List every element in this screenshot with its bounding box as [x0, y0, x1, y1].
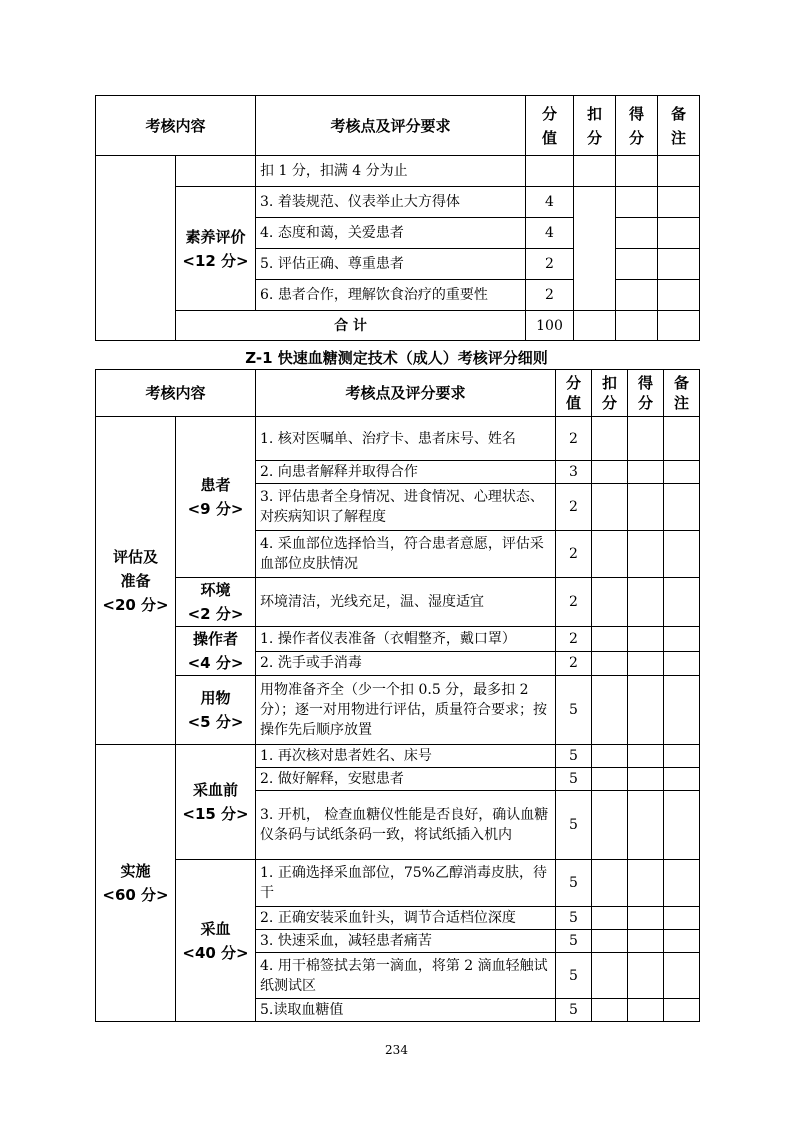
col-header-score: 分 值	[526, 96, 574, 156]
table-row	[96, 417, 700, 461]
item-text: 2. 正确安装采血针头，调节合适档位深度	[256, 907, 556, 930]
total-value: 100	[526, 311, 574, 341]
item-score: 5	[556, 791, 592, 860]
item-text: 2. 向患者解释并取得合作	[256, 461, 556, 484]
table-row	[96, 860, 700, 907]
table-caption: Z-1 快速血糖测定技术（成人）考核评分细则	[245, 349, 548, 367]
item-text: 1. 正确选择采血部位，75%乙醇消毒皮肤，待干	[256, 860, 556, 907]
item-score: 2	[556, 578, 592, 627]
item-text: 3. 评估患者全身情况、进食情况、心理状态、对疾病知识了解程度	[256, 484, 556, 531]
item-score: 5	[556, 745, 592, 768]
item-text: 4. 用干棉签拭去第一滴血，将第 2 滴血轻触试纸测试区	[256, 953, 556, 999]
item-score: 4	[526, 218, 574, 249]
table-row	[96, 627, 700, 652]
sub-operator: 操作者 <4 分>	[176, 627, 256, 676]
category-assessment: 评估及 准备 <20 分>	[96, 417, 176, 745]
section-literacy: 素养评价 <12 分>	[176, 187, 256, 311]
item-score: 5	[556, 930, 592, 953]
col-header-got: 得 分	[628, 370, 664, 417]
header-row	[96, 96, 700, 156]
sub-supplies: 用物 <5 分>	[176, 676, 256, 745]
item-score: 2	[556, 627, 592, 652]
table-2	[95, 369, 700, 1022]
item-text: 3. 快速采血，减轻患者痛苦	[256, 930, 556, 953]
col-header-deduct: 扣 分	[592, 370, 628, 417]
item-score: 2	[526, 249, 574, 280]
item-score: 5	[556, 860, 592, 907]
item-score: 2	[556, 651, 592, 676]
col-header-points: 考核点及评分要求	[256, 370, 556, 417]
col-header-note: 备 注	[658, 96, 700, 156]
page-number: 234	[385, 1043, 408, 1057]
col-header-note: 备 注	[664, 370, 700, 417]
item-text: 3. 着装规范、仪表举止大方得体	[256, 187, 526, 218]
item-score: 2	[556, 531, 592, 578]
table-row	[96, 578, 700, 627]
item-score: 5	[556, 953, 592, 999]
item-score: 4	[526, 187, 574, 218]
item-text: 环境清洁，光线充足，温、湿度适宜	[256, 578, 556, 627]
item-text: 扣 1 分，扣满 4 分为止	[256, 156, 526, 187]
sub-patient: 患者 <9 分>	[176, 417, 256, 578]
item-text: 5. 评估正确、尊重患者	[256, 249, 526, 280]
sub-environment: 环境 <2 分>	[176, 578, 256, 627]
item-score: 2	[556, 417, 592, 461]
table-row	[96, 676, 700, 745]
table-row	[96, 187, 700, 218]
item-score: 5	[556, 907, 592, 930]
item-text: 1. 核对医嘱单、治疗卡、患者床号、姓名	[256, 417, 556, 461]
item-score: 2	[556, 484, 592, 531]
sub-before-collection: 采血前 <15 分>	[176, 745, 256, 860]
item-text: 4. 态度和蔼，关爱患者	[256, 218, 526, 249]
col-header-got: 得 分	[616, 96, 658, 156]
table-row	[96, 745, 700, 768]
col-header-content: 考核内容	[96, 96, 256, 156]
item-text: 5.读取血糖值	[256, 999, 556, 1022]
total-row	[96, 311, 700, 341]
item-text: 4. 采血部位选择恰当，符合患者意愿，评估采血部位皮肤情况	[256, 531, 556, 578]
item-text: 3. 开机， 检查血糖仪性能是否良好，确认血糖仪条码与试纸条码一致，将试纸插入机内	[256, 791, 556, 860]
item-text: 1. 操作者仪表准备（衣帽整齐，戴口罩）	[256, 627, 556, 652]
header-row	[96, 370, 700, 417]
col-header-score: 分 值	[556, 370, 592, 417]
item-text: 1. 再次核对患者姓名、床号	[256, 745, 556, 768]
col-header-points: 考核点及评分要求	[256, 96, 526, 156]
item-text: 用物准备齐全（少一个扣 0.5 分，最多扣 2 分）；逐一对用物进行评估，质量符合要求；按操作先后顺序放置	[256, 676, 556, 745]
table-row	[96, 156, 700, 187]
item-score: 2	[526, 280, 574, 311]
col-header-content: 考核内容	[96, 370, 256, 417]
item-text: 2. 洗手或手消毒	[256, 651, 556, 676]
item-text: 6. 患者合作，理解饮食治疗的重要性	[256, 280, 526, 311]
col-header-deduct: 扣 分	[574, 96, 616, 156]
category-implementation: 实施 <60 分>	[96, 745, 176, 1022]
item-score: 5	[556, 999, 592, 1022]
item-score: 3	[556, 461, 592, 484]
item-text: 2. 做好解释，安慰患者	[256, 768, 556, 791]
sub-blood-collection: 采血 <40 分>	[176, 860, 256, 1022]
item-score: 5	[556, 676, 592, 745]
total-label: 合 计	[176, 311, 526, 341]
item-score: 5	[556, 768, 592, 791]
table-1	[95, 95, 700, 341]
